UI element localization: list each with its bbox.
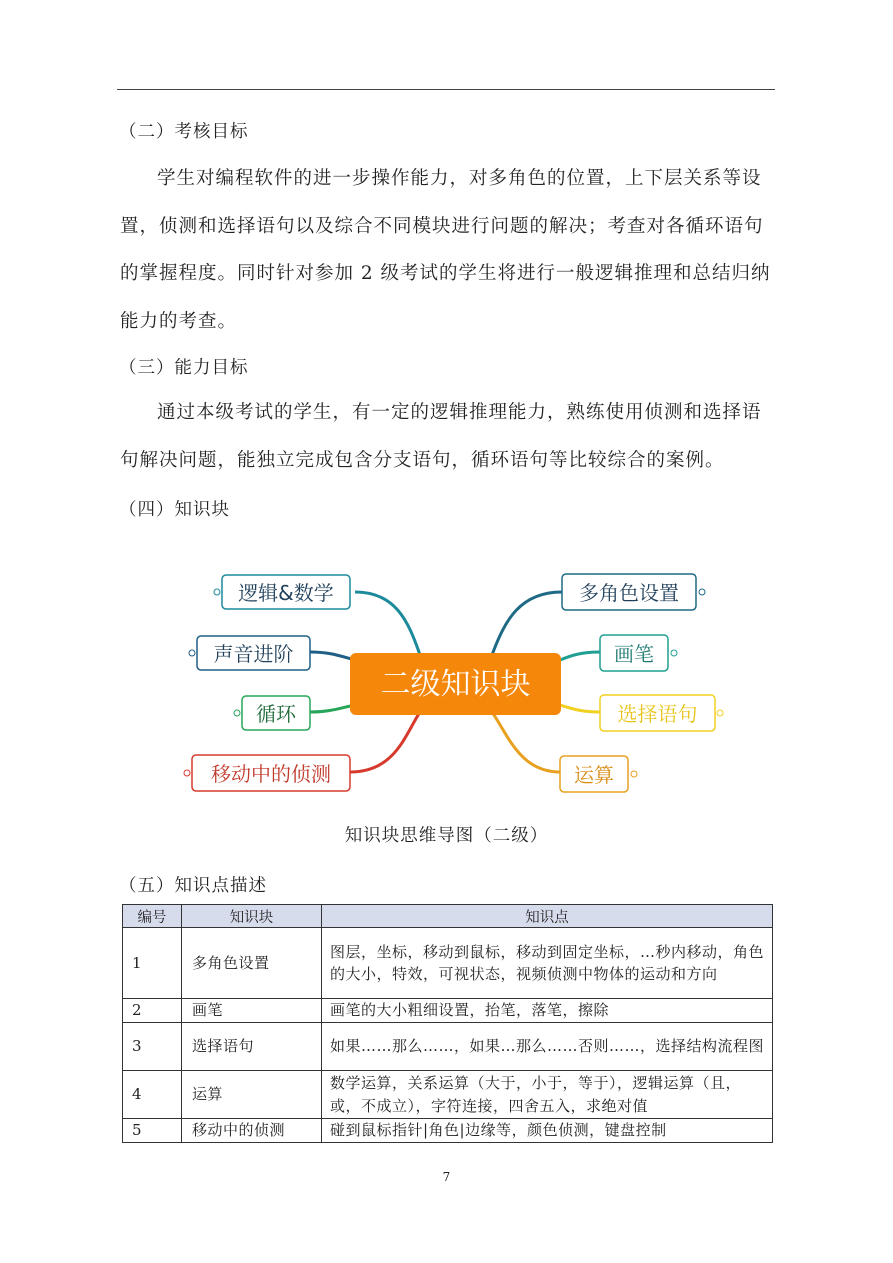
row-points: 画笔的大小粗细设置，抬笔，落笔，擦除 [322,999,773,1023]
table-row [123,1023,773,1071]
header-rule [117,89,775,90]
node-motion-detect-label: 移动中的侦测 [211,762,331,786]
row-block: 画笔 [182,999,322,1023]
connector-logic [355,592,420,655]
node-loop-collapse-icon [234,710,240,716]
node-select-label: 选择语句 [617,702,698,726]
row-number: 1 [123,928,182,999]
connector-select [560,705,600,712]
row-points: 数学运算，关系运算（大于，小于，等于），逻辑运算（且，或，不成立），字符连接，四舍五入，求绝对值 [322,1071,773,1119]
table-row [123,1071,773,1119]
col-header-points: 知识点 [322,905,773,928]
node-pen-collapse-icon [671,650,677,656]
node-calc-collapse-icon [631,771,637,777]
row-points: 如果……那么……，如果…那么……否则……，选择结构流程图 [322,1023,773,1071]
connector-pen [560,652,600,660]
row-number: 5 [123,1119,182,1143]
section2-text: 学生对编程软件的进一步操作能力，对多角色的位置，上下层关系等设置，侦测和选择语句以及综合不同模块进行问题的解决；考查对各循环语句的掌握程度。同时针对参加 2 级考试的学生将进行一般逻辑推理和总结归纳能力的考查。 [120,168,771,332]
node-logic-math-collapse-icon [214,589,220,595]
table-row [123,1119,773,1143]
mindmap-center-label: 二级知识块 [380,667,531,702]
knowledge-mindmap [180,560,740,810]
node-multi-role-label: 多角色设置 [579,581,679,605]
mindmap-caption: 知识块思维导图（二级） [344,826,549,846]
col-header-block: 知识块 [182,905,322,928]
section3-paragraph [120,389,780,484]
node-pen-label: 画笔 [614,642,654,666]
row-number: 4 [123,1071,182,1119]
row-block: 多角色设置 [182,928,322,999]
node-calc-label: 运算 [574,763,614,787]
col-header-number: 编号 [123,905,182,928]
row-points: 碰到鼠标指针|角色|边缘等，颜色侦测，键盘控制 [322,1119,773,1143]
node-motion-detect-collapse-icon [184,770,190,776]
section5-heading: （五）知识点描述 [119,876,267,896]
node-logic-math-label: 逻辑&数学 [238,581,334,605]
table-row [123,999,773,1023]
row-number: 2 [123,999,182,1023]
node-sound-advanced-collapse-icon [189,650,195,656]
table-row [123,928,773,999]
node-multi-role-collapse-icon [699,589,705,595]
table-header-row [123,905,773,928]
row-block: 选择语句 [182,1023,322,1071]
connector-motion [350,712,420,772]
connector-sound [310,652,355,660]
node-sound-advanced-label: 声音进阶 [213,642,294,666]
connector-loop [310,705,355,712]
row-block: 移动中的侦测 [182,1119,322,1143]
row-number: 3 [123,1023,182,1071]
node-loop-label: 循环 [256,702,296,726]
connector-roles [492,592,562,655]
section4-heading: （四）知识块 [119,500,230,520]
row-points: 图层，坐标，移动到鼠标，移动到固定坐标，…秒内移动，角色的大小，特效，可视状态，视频侦测中物体的运动和方向 [322,928,773,999]
section2-paragraph [120,155,780,345]
section3-heading: （三）能力目标 [119,358,249,378]
page-number: 7 [442,1170,451,1184]
node-select-collapse-icon [717,710,723,716]
section2-heading: （二）考核目标 [119,122,249,142]
section3-text: 通过本级考试的学生，有一定的逻辑推理能力，熟练使用侦测和选择语句解决问题，能独立完成包含分支语句，循环语句等比较综合的案例。 [120,402,762,471]
connector-calc [492,712,560,772]
knowledge-points-table [122,904,773,1143]
row-block: 运算 [182,1071,322,1119]
